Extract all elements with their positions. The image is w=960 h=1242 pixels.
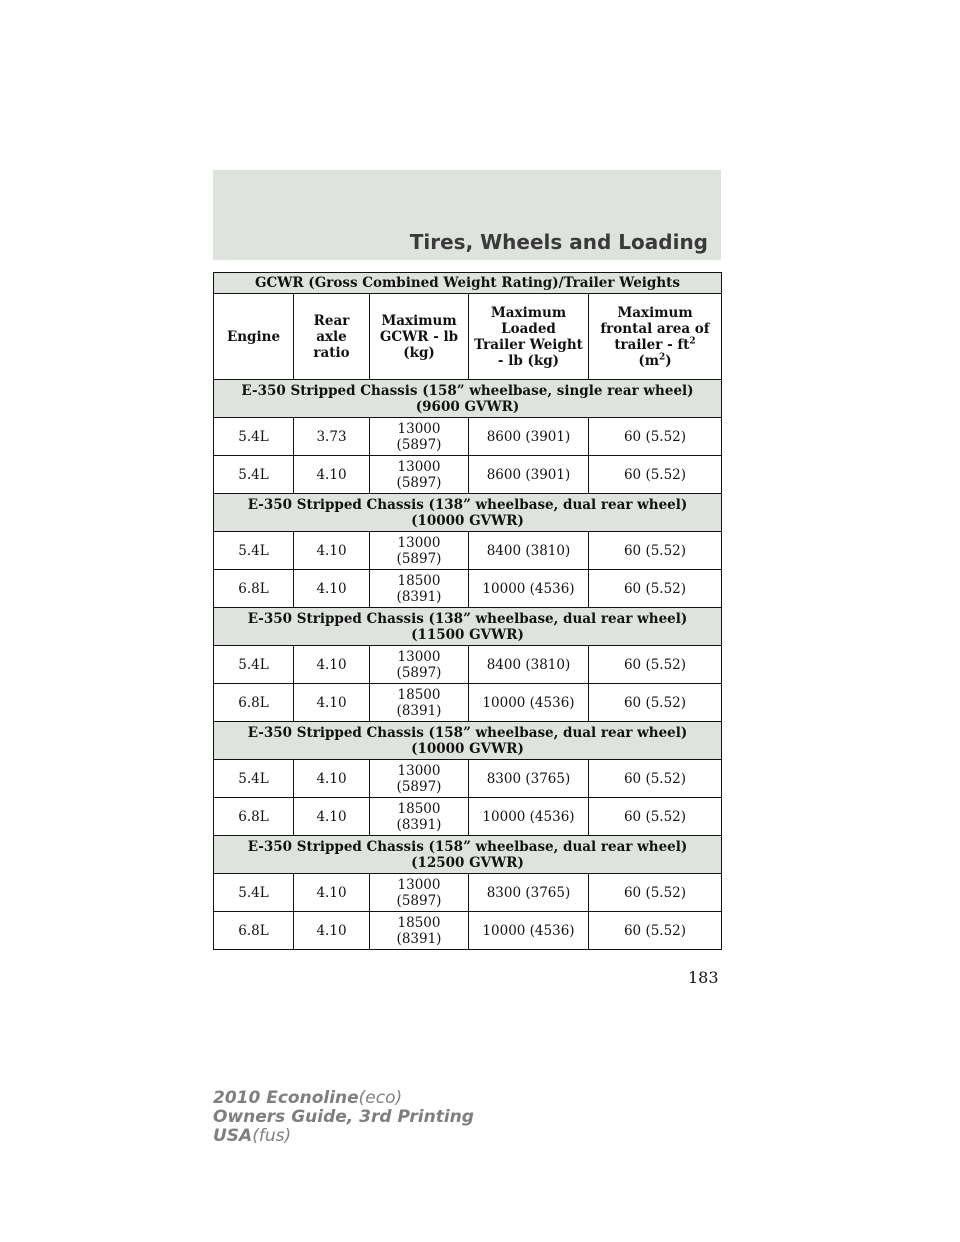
superscript: 2 xyxy=(659,352,666,362)
cell-engine: 6.8L xyxy=(214,570,294,608)
cell-max-gcwr xyxy=(370,418,469,456)
cell-axle-ratio: 4.10 xyxy=(294,874,370,912)
cell-max-frontal-area: 60 (5.52) xyxy=(589,418,722,456)
cell-max-gcwr xyxy=(370,456,469,494)
cell-max-trailer-weight: 8300 (3765) xyxy=(469,760,589,798)
col-header-axle-ratio xyxy=(294,294,370,380)
cell-engine: 5.4L xyxy=(214,418,294,456)
gcwr-lb: 18500 xyxy=(397,686,441,703)
table-row xyxy=(214,646,722,684)
header-line: (kg) xyxy=(403,344,435,361)
group-heading xyxy=(214,494,722,532)
cell-max-trailer-weight: 8400 (3810) xyxy=(469,646,589,684)
footer-model: 2010 Econoline xyxy=(213,1088,359,1108)
gcwr-kg: (8391) xyxy=(396,702,442,719)
superscript: 2 xyxy=(689,336,696,346)
gcwr-lb: 13000 xyxy=(397,876,441,893)
table-row xyxy=(214,874,722,912)
header-line: ratio xyxy=(313,344,350,361)
gcwr-lb: 13000 xyxy=(397,458,441,475)
gcwr-kg: (8391) xyxy=(396,816,442,833)
footer-line-1 xyxy=(213,1089,474,1108)
cell-engine: 5.4L xyxy=(214,456,294,494)
cell-max-frontal-area: 60 (5.52) xyxy=(589,570,722,608)
cell-axle-ratio: 4.10 xyxy=(294,646,370,684)
cell-max-gcwr xyxy=(370,912,469,950)
cell-max-gcwr xyxy=(370,684,469,722)
table-row xyxy=(214,684,722,722)
group-heading-line: E-350 Stripped Chassis (158” wheelbase, single rear wheel) xyxy=(241,382,694,399)
header-line: Maximum xyxy=(490,304,567,321)
gcwr-lb: 18500 xyxy=(397,572,441,589)
footer-line-2: Owners Guide, 3rd Printing xyxy=(213,1107,474,1127)
cell-max-frontal-area: 60 (5.52) xyxy=(589,798,722,836)
page-number: 183 xyxy=(688,968,719,987)
cell-max-trailer-weight: 10000 (4536) xyxy=(469,912,589,950)
group-heading-row xyxy=(214,494,722,532)
group-heading-line: (10000 GVWR) xyxy=(411,740,524,757)
group-heading-line: E-350 Stripped Chassis (158” wheelbase, dual rear wheel) xyxy=(247,724,688,741)
cell-engine: 5.4L xyxy=(214,874,294,912)
cell-max-frontal-area: 60 (5.52) xyxy=(589,912,722,950)
gcwr-table xyxy=(213,272,722,950)
cell-engine: 6.8L xyxy=(214,912,294,950)
cell-max-gcwr xyxy=(370,532,469,570)
cell-max-trailer-weight: 8400 (3810) xyxy=(469,532,589,570)
cell-max-gcwr xyxy=(370,760,469,798)
group-heading-row xyxy=(214,608,722,646)
gcwr-lb: 18500 xyxy=(397,914,441,931)
header-line: (m xyxy=(638,352,659,369)
cell-engine: 6.8L xyxy=(214,798,294,836)
cell-max-frontal-area: 60 (5.52) xyxy=(589,456,722,494)
header-line: Maximum xyxy=(617,304,693,321)
group-heading-line: (12500 GVWR) xyxy=(411,854,524,871)
cell-axle-ratio: 4.10 xyxy=(294,570,370,608)
cell-engine: 5.4L xyxy=(214,532,294,570)
gcwr-kg: (5897) xyxy=(396,778,442,795)
header-line: Rear xyxy=(313,312,350,329)
cell-axle-ratio: 4.10 xyxy=(294,456,370,494)
table-row xyxy=(214,912,722,950)
header-line: trailer - ft xyxy=(614,336,690,353)
group-heading-row xyxy=(214,836,722,874)
gcwr-kg: (8391) xyxy=(396,930,442,947)
gcwr-lb: 13000 xyxy=(397,534,441,551)
gcwr-kg: (5897) xyxy=(396,550,442,567)
header-line: frontal area of xyxy=(600,320,710,337)
header-line: Loaded xyxy=(501,320,556,337)
group-heading xyxy=(214,608,722,646)
cell-max-trailer-weight: 8300 (3765) xyxy=(469,874,589,912)
group-heading-row xyxy=(214,380,722,418)
header-line: GCWR - lb xyxy=(379,328,459,345)
group-heading xyxy=(214,380,722,418)
cell-max-gcwr xyxy=(370,570,469,608)
cell-max-trailer-weight: 8600 (3901) xyxy=(469,418,589,456)
table-row xyxy=(214,456,722,494)
footer-model-code: (eco) xyxy=(358,1088,403,1108)
cell-axle-ratio: 4.10 xyxy=(294,760,370,798)
col-header-max-gcwr xyxy=(370,294,469,380)
gcwr-lb: 18500 xyxy=(397,800,441,817)
header-line: Maximum xyxy=(381,312,457,329)
header-line: - lb (kg) xyxy=(497,352,560,369)
col-header-engine xyxy=(214,294,294,380)
section-title: Tires, Wheels and Loading xyxy=(409,230,708,254)
col-header-max-frontal-area xyxy=(589,294,722,380)
cell-max-frontal-area: 60 (5.52) xyxy=(589,684,722,722)
gcwr-kg: (5897) xyxy=(396,474,442,491)
cell-axle-ratio: 4.10 xyxy=(294,912,370,950)
header-line: Engine xyxy=(226,328,281,345)
table-row xyxy=(214,570,722,608)
group-heading-line: E-350 Stripped Chassis (138” wheelbase, dual rear wheel) xyxy=(247,496,688,513)
footer-line-3 xyxy=(213,1127,474,1146)
gcwr-kg: (5897) xyxy=(396,664,442,681)
footer-region-code: (fus) xyxy=(252,1126,292,1146)
cell-max-frontal-area: 60 (5.52) xyxy=(589,760,722,798)
footer-region: USA xyxy=(213,1126,253,1146)
cell-axle-ratio: 4.10 xyxy=(294,684,370,722)
cell-axle-ratio: 3.73 xyxy=(294,418,370,456)
cell-max-frontal-area: 60 (5.52) xyxy=(589,532,722,570)
group-heading xyxy=(214,836,722,874)
group-heading xyxy=(214,722,722,760)
footer-printing-info xyxy=(213,1089,474,1146)
cell-max-gcwr xyxy=(370,646,469,684)
cell-engine: 6.8L xyxy=(214,684,294,722)
group-heading-line: E-350 Stripped Chassis (138” wheelbase, dual rear wheel) xyxy=(247,610,688,627)
table-title-row xyxy=(214,273,722,294)
cell-max-trailer-weight: 10000 (4536) xyxy=(469,570,589,608)
gcwr-lb: 13000 xyxy=(397,648,441,665)
cell-max-frontal-area: 60 (5.52) xyxy=(589,874,722,912)
cell-max-gcwr xyxy=(370,874,469,912)
table-row xyxy=(214,760,722,798)
table-row xyxy=(214,532,722,570)
header-line: axle xyxy=(316,328,347,345)
header-line: Trailer Weight xyxy=(474,336,583,353)
table-row xyxy=(214,798,722,836)
cell-max-gcwr xyxy=(370,798,469,836)
group-heading-row xyxy=(214,722,722,760)
gcwr-kg: (8391) xyxy=(396,588,442,605)
col-header-max-trailer-weight xyxy=(469,294,589,380)
cell-max-trailer-weight: 8600 (3901) xyxy=(469,456,589,494)
gcwr-kg: (5897) xyxy=(396,436,442,453)
group-heading-line: E-350 Stripped Chassis (158” wheelbase, dual rear wheel) xyxy=(247,838,688,855)
cell-max-frontal-area: 60 (5.52) xyxy=(589,646,722,684)
cell-max-trailer-weight: 10000 (4536) xyxy=(469,798,589,836)
gcwr-kg: (5897) xyxy=(396,892,442,909)
gcwr-lb: 13000 xyxy=(397,420,441,437)
group-heading-line: (9600 GVWR) xyxy=(415,398,520,415)
table-row xyxy=(214,418,722,456)
cell-engine: 5.4L xyxy=(214,646,294,684)
cell-max-trailer-weight: 10000 (4536) xyxy=(469,684,589,722)
cell-axle-ratio: 4.10 xyxy=(294,798,370,836)
column-header-row xyxy=(214,294,722,380)
group-heading-line: (11500 GVWR) xyxy=(411,626,524,643)
gcwr-lb: 13000 xyxy=(397,762,441,779)
header-line: ) xyxy=(665,352,672,369)
group-heading-line: (10000 GVWR) xyxy=(411,512,524,529)
cell-axle-ratio: 4.10 xyxy=(294,532,370,570)
table-title: GCWR (Gross Combined Weight Rating)/Trailer Weights xyxy=(214,273,722,294)
cell-engine: 5.4L xyxy=(214,760,294,798)
